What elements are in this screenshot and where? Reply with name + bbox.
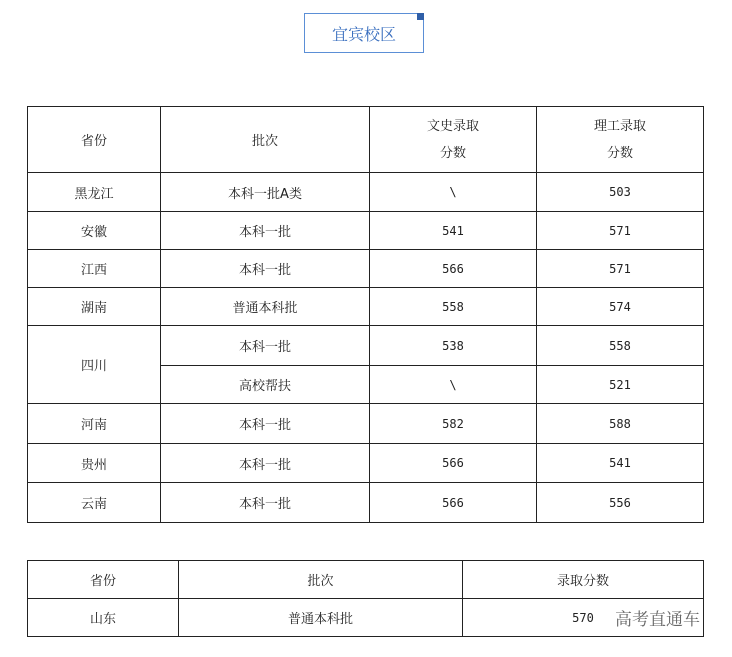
- cell-score: 570: [463, 599, 704, 637]
- cell-province-merged: 四川: [28, 326, 161, 404]
- campus-title: 宜宾校区: [331, 24, 396, 44]
- cell-science-score: 558: [537, 326, 704, 366]
- header-liberal-line1: 文史录取: [426, 118, 479, 134]
- table-row: [28, 599, 704, 637]
- cell-batch: 本科一批: [161, 444, 370, 483]
- table-row: [28, 483, 704, 523]
- cell-batch: 本科一批: [161, 250, 370, 288]
- cell-science-score: 521: [537, 366, 704, 404]
- cell-batch: 本科一批: [161, 404, 370, 444]
- cell-liberal-score: 582: [370, 404, 537, 444]
- cell-province: 云南: [28, 483, 161, 523]
- table-row: [28, 444, 704, 483]
- cell-batch: 普通本科批: [179, 599, 463, 637]
- cell-province: 安徽: [28, 212, 161, 250]
- header-science-line1: 理工录取: [593, 118, 646, 134]
- cell-province: 贵州: [28, 444, 161, 483]
- cell-province: 山东: [28, 599, 179, 637]
- cell-liberal-score: 566: [370, 250, 537, 288]
- cell-province: 江西: [28, 250, 161, 288]
- cell-science-score: 571: [537, 250, 704, 288]
- cell-liberal-score: 538: [370, 326, 537, 366]
- header-province: 省份: [28, 107, 161, 173]
- cell-science-score: 503: [537, 173, 704, 212]
- table-header-row: [28, 107, 704, 173]
- cell-liberal-score: 541: [370, 212, 537, 250]
- table-row: [28, 212, 704, 250]
- cell-liberal-score: 558: [370, 288, 537, 326]
- table-row: [28, 173, 704, 212]
- campus-title-box: [304, 13, 424, 53]
- cell-science-score: 571: [537, 212, 704, 250]
- cell-liberal-score: 566: [370, 444, 537, 483]
- header-province: 省份: [28, 561, 179, 599]
- cell-liberal-score: \: [370, 366, 537, 404]
- header-score: 录取分数: [463, 561, 704, 599]
- cell-province: 黑龙江: [28, 173, 161, 212]
- cell-province: 湖南: [28, 288, 161, 326]
- table-row: [28, 326, 704, 366]
- cell-province: 河南: [28, 404, 161, 444]
- table-row: [28, 250, 704, 288]
- cell-science-score: 588: [537, 404, 704, 444]
- header-liberal-score: [370, 107, 537, 173]
- cell-batch: 本科一批A类: [161, 173, 370, 212]
- corner-marker: [417, 13, 424, 20]
- cell-batch: 高校帮扶: [161, 366, 370, 404]
- cell-batch: 普通本科批: [161, 288, 370, 326]
- header-batch: 批次: [161, 107, 370, 173]
- cell-batch: 本科一批: [161, 483, 370, 523]
- header-science-score: [537, 107, 704, 173]
- cell-liberal-score: \: [370, 173, 537, 212]
- score-table-main: [27, 106, 704, 523]
- table-row: [28, 404, 704, 444]
- table-row: [28, 288, 704, 326]
- cell-batch: 本科一批: [161, 326, 370, 366]
- cell-liberal-score: 566: [370, 483, 537, 523]
- cell-batch: 本科一批: [161, 212, 370, 250]
- header-liberal-line2: 分数: [439, 145, 466, 161]
- header-science-line2: 分数: [606, 145, 633, 161]
- header-batch: 批次: [179, 561, 463, 599]
- score-table-shandong: [27, 560, 704, 637]
- watermark-text: 高考直通车: [613, 605, 702, 630]
- table-header-row: [28, 561, 704, 599]
- cell-science-score: 541: [537, 444, 704, 483]
- cell-science-score: 556: [537, 483, 704, 523]
- cell-science-score: 574: [537, 288, 704, 326]
